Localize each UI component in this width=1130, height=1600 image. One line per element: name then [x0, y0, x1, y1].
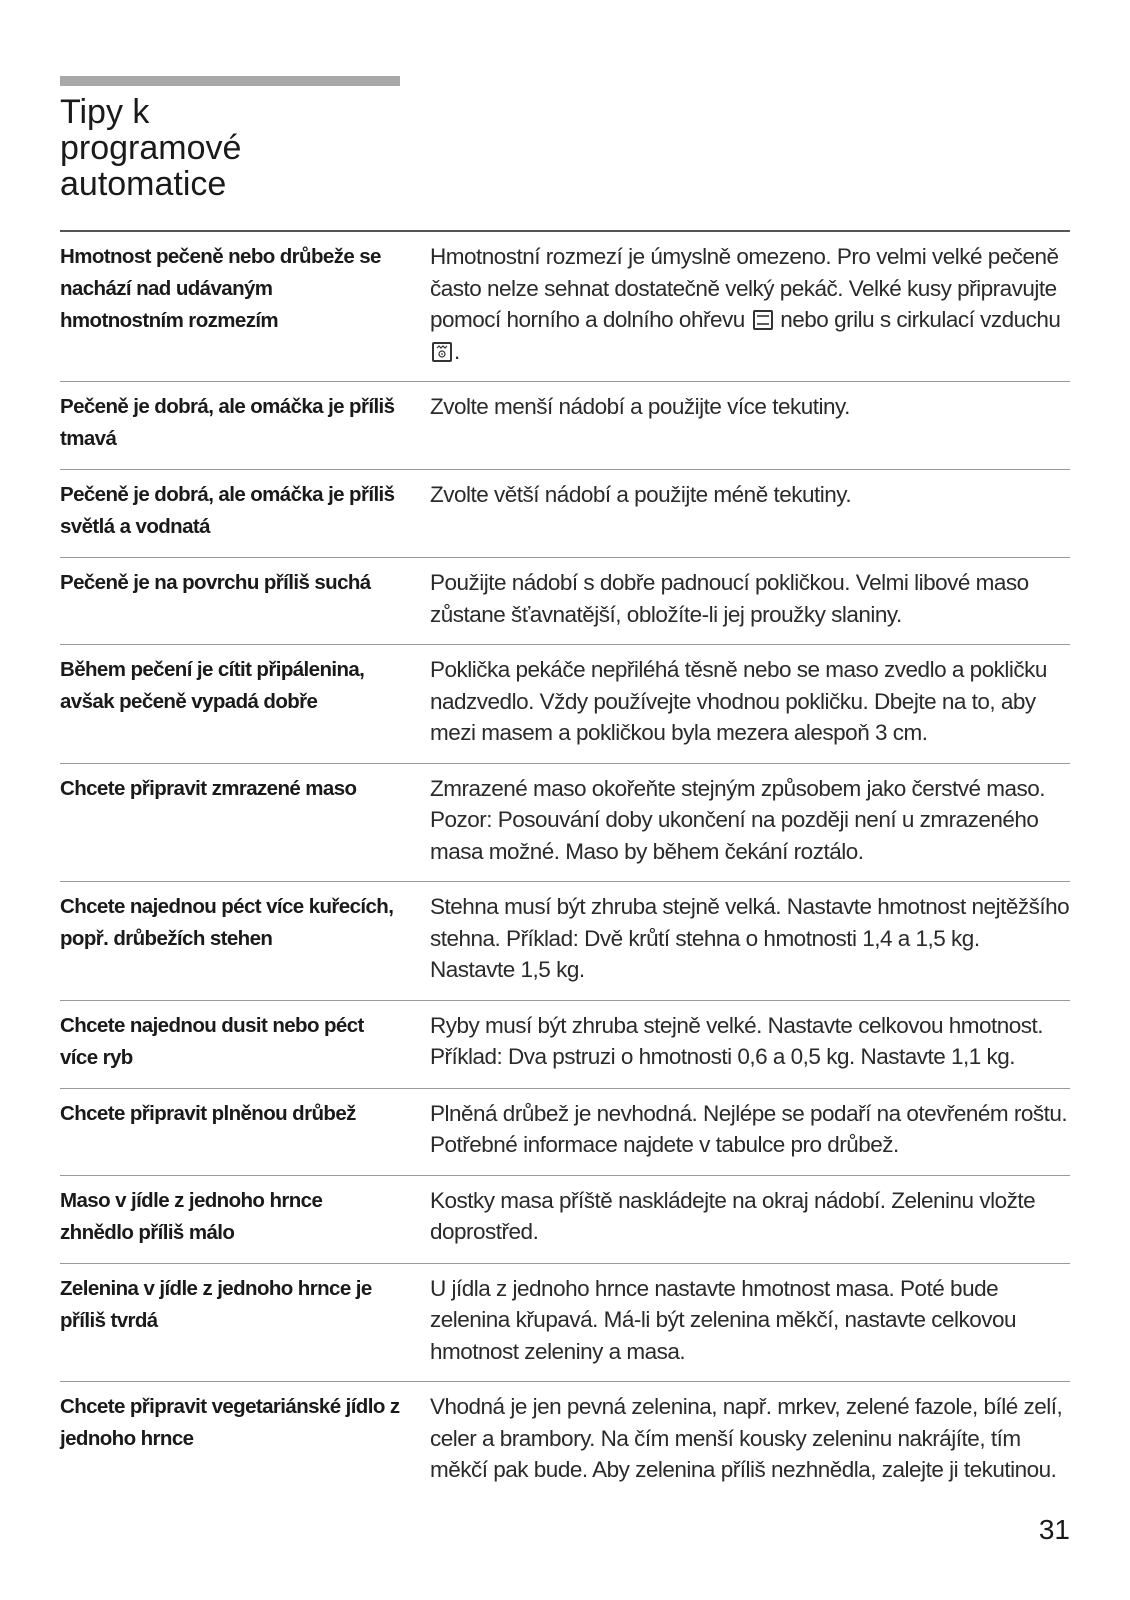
tip-solution: Zvolte větší nádobí a použijte méně tekutiny. — [430, 482, 852, 507]
tip-problem: Chcete připravit zmrazené maso — [60, 776, 357, 800]
grill-circulation-icon — [432, 342, 452, 362]
tip-solution: Zvolte menší nádobí a použijte více tekutiny. — [430, 394, 850, 419]
tip-solution-text: nebo grilu s cirkulací vzduchu — [780, 307, 1061, 332]
tip-problem: Pečeně je na povrchu příliš suchá — [60, 571, 371, 594]
top-bottom-heat-icon — [753, 310, 773, 330]
tip-problem: Pečeně je dobrá, ale omáčka je příliš světlá a vodnatá — [60, 483, 395, 538]
tip-row — [60, 764, 1070, 883]
tip-row — [60, 1001, 1070, 1089]
tip-solution-text: Hmotnostní rozmezí je úmyslně omezeno. Pro velmi velké pečeně často nelze sehnat dostatečně velký pekáč. Velké kusy připravujte pomocí horního a dolního ohřevu — [430, 244, 1059, 332]
tip-row — [60, 232, 1070, 382]
page-number: 31 — [1038, 1514, 1070, 1545]
tip-row — [60, 382, 1070, 470]
tips-table — [60, 230, 1070, 1500]
tip-solution: U jídla z jednoho hrnce nastavte hmotnost masa. Poté bude zelenina křupavá. Má-li být zelenina měkčí, nastavte celkovou hmotnost zeleniny a masa. — [430, 1275, 1017, 1364]
tip-solution: Ryby musí být zhruba stejně velké. Nastavte celkovou hmotnost. Příklad: Dva pstruzi o hmotnosti 0,6 a 0,5 kg. Nastavte 1,1 kg. — [430, 1012, 1044, 1069]
page-title — [60, 94, 420, 202]
tip-problem: Maso v jídle z jednoho hrnce zhnědlo příliš málo — [60, 1188, 323, 1244]
tip-solution-text: . — [454, 338, 460, 364]
tip-solution: Stehna musí být zhruba stejně velká. Nastavte hmotnost nejtěžšího stehna. Příklad: Dvě krůtí stehna o hmotnosti 1,4 a 1,5 kg. Nastavte 1,5 kg. — [430, 894, 1070, 982]
tip-solution: Poklička pekáče nepřiléhá těsně nebo se maso zvedlo a pokličku nadzvedlo. Vždy používejte vhodnou pokličku. Dbejte na to, aby mezi masem a pokličkou byla mezera alespoň 3 cm. — [430, 657, 1047, 745]
tip-row — [60, 558, 1070, 645]
title-line: programové — [60, 129, 242, 167]
header-rule — [60, 76, 400, 86]
tip-row — [60, 1382, 1070, 1500]
tip-row — [60, 882, 1070, 1001]
tip-problem: Chcete připravit plněnou drůbež — [60, 1101, 356, 1125]
tip-solution — [430, 241, 1070, 367]
tip-problem: Během pečení je cítit připálenina, avšak pečeně vypadá dobře — [60, 658, 365, 713]
tip-row — [60, 1089, 1070, 1176]
tip-problem: Chcete najednou dusit nebo péct více ryb — [60, 1013, 364, 1069]
tip-solution: Použijte nádobí s dobře padnoucí pokličkou. Velmi libové maso zůstane šťavnatější, obložíte-li jej proužky slaniny. — [430, 570, 1029, 627]
title-line: Tipy k — [60, 93, 150, 131]
title-line: automatice — [60, 165, 227, 203]
tip-row — [60, 645, 1070, 764]
tip-row — [60, 1176, 1070, 1264]
tip-problem: Hmotnost pečeně nebo drůbeže se nachází nad udávaným hmotnostním rozmezím — [60, 245, 381, 332]
tip-problem: Zelenina v jídle z jednoho hrnce je příliš tvrdá — [60, 1276, 372, 1332]
tip-problem: Chcete připravit vegetariánské jídlo z jednoho hrnce — [60, 1395, 400, 1450]
tip-problem: Pečeně je dobrá, ale omáčka je příliš tmavá — [60, 395, 395, 450]
tip-solution: Kostky masa příště naskládejte na okraj nádobí. Zeleninu vložte doprostřed. — [430, 1187, 1036, 1244]
tip-solution: Plněná drůbež je nevhodná. Nejlépe se podaří na otevřeném roštu. Potřebné informace najdete v tabulce pro drůbež. — [430, 1100, 1068, 1157]
tip-problem: Chcete najednou péct více kuřecích, popř. drůbežích stehen — [60, 895, 394, 950]
tip-row — [60, 1264, 1070, 1383]
tip-row — [60, 470, 1070, 558]
tip-solution: Vhodná je jen pevná zelenina, např. mrkev, zelené fazole, bílé zelí, celer a brambory. Na čím menší kousky zeleninu nakrájíte, tím měkčí pak bude. Aby zelenina příliš nezhnědla, zalejte ji tekutinou. — [430, 1394, 1063, 1482]
tip-solution: Zmrazené maso okořeňte stejným způsobem jako čerstvé maso. Pozor: Posouvání doby ukončení na později není u zmrazeného masa možné. Maso by během čekání roztálo. — [430, 775, 1046, 864]
